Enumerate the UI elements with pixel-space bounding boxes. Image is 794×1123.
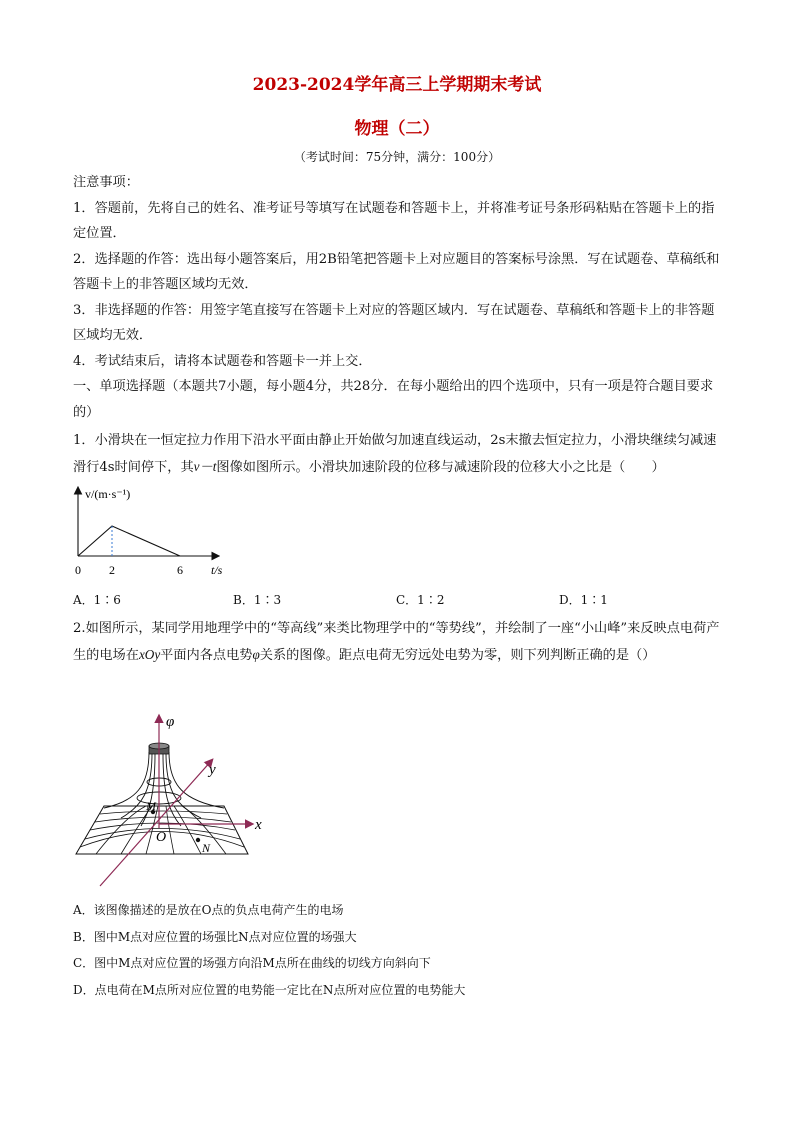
q1-option-d[interactable]: D．1∶1 — [559, 593, 608, 607]
q1-tick-6: 6 — [177, 563, 183, 577]
exam-info: （考试时间：75分钟，满分：100分） — [293, 150, 501, 164]
label-x: x — [255, 817, 262, 833]
q1-option-c[interactable]: C．1∶2 — [396, 593, 445, 607]
notice-heading: 注意事项： — [73, 175, 139, 190]
potential-surface — [104, 752, 224, 828]
q1-option-b[interactable]: B．1∶3 — [233, 593, 282, 607]
label-n: N — [202, 841, 211, 855]
q1-text-var: v－t — [193, 458, 217, 474]
exam-subtitle: 物理（二） — [354, 119, 440, 139]
q2-option-c[interactable]: C．图中M点对应位置的场强方向沿M点所在曲线的切线方向斜向下 — [73, 956, 431, 970]
q1-vt-graph — [65, 482, 265, 582]
notice-item-1: 1．答题前，先将自己的姓名、准考证号等填写在试题卷和答题卡上，并将准考证号条形码粘贴在答题卡上的指定位置． — [73, 200, 715, 241]
exam-title: 2023-2024学年高三上学期期末考试 — [252, 75, 542, 95]
q2-potential-figure — [66, 706, 276, 891]
section1-heading: 一、单项选择题（本题共7小题，每小题4分，共28分．在每小题给出的四个选项中，只有一项是符合题目要求的） — [73, 379, 714, 420]
q1-text-b: 图像如图所示。小滑块加速阶段的位移与减速阶段的位移大小之比是（ ） — [216, 459, 665, 475]
notice-item-3: 3．非选择题的作答：用签字笔直接写在答题卡上对应的答题区域内．写在试题卷、草稿纸和答题卡上的非答题区域均无效． — [73, 302, 715, 343]
label-o: O — [156, 830, 167, 845]
q1-stem — [73, 428, 723, 480]
q2-var-phi: φ — [252, 646, 260, 662]
q2-options — [73, 897, 723, 1003]
label-m: M — [146, 799, 156, 813]
label-phi: φ — [166, 714, 175, 730]
q2-text-a: 2.如图所示，某同学用地理学中的“等高线”来类比物理学中的“等势线”，并绘制了一座“小山峰”来反映点电荷产生的电场在 — [73, 621, 720, 663]
q2-text-c: 关系的图像。距点电荷无穷远处电势为零，则下列判断正确的是（） — [259, 647, 656, 663]
q1-tick-2: 2 — [109, 563, 115, 577]
q2-option-a[interactable]: A．该图像描述的是放在O点的负点电荷产生的电场 — [73, 903, 344, 917]
q1-option-a[interactable]: A．1∶6 — [73, 593, 121, 607]
notice-item-2: 2．选择题的作答：选出每小题答案后，用2B铅笔把答题卡上对应题目的答案标号涂黑．写在试题卷、草稿纸和答题卡上的非答题区域均无效． — [73, 251, 720, 292]
q2-option-b[interactable]: B．图中M点对应位置的场强比N点对应位置的场强大 — [73, 929, 357, 944]
q2-text-b: 平面内各点电势 — [160, 647, 253, 663]
q1-velocity-line — [78, 526, 180, 556]
q2-var-xoy: xOy — [138, 646, 161, 662]
q2-option-d[interactable]: D．点电荷在M点所对应位置的电势能一定比在N点所对应位置的电势能大 — [73, 982, 466, 997]
y-axis — [100, 760, 212, 886]
point-n — [196, 838, 200, 842]
q1-x-label: t/s — [211, 563, 223, 577]
notice-item-4: 4．考试结束后，请将本试题卷和答题卡一并上交． — [73, 353, 372, 369]
label-y: y — [209, 762, 216, 778]
q2-stem — [73, 616, 723, 668]
q1-text-a: 1．小滑块在一恒定拉力作用下沿水平面由静止开始做匀加速直线运动，2s末撤去恒定拉力，小滑块继续匀减速滑行4s时间停下，其 — [73, 433, 717, 475]
q1-tick-0: 0 — [75, 563, 81, 577]
q1-y-label: v/(m·s⁻¹) — [85, 487, 131, 501]
notice-section — [73, 170, 723, 480]
